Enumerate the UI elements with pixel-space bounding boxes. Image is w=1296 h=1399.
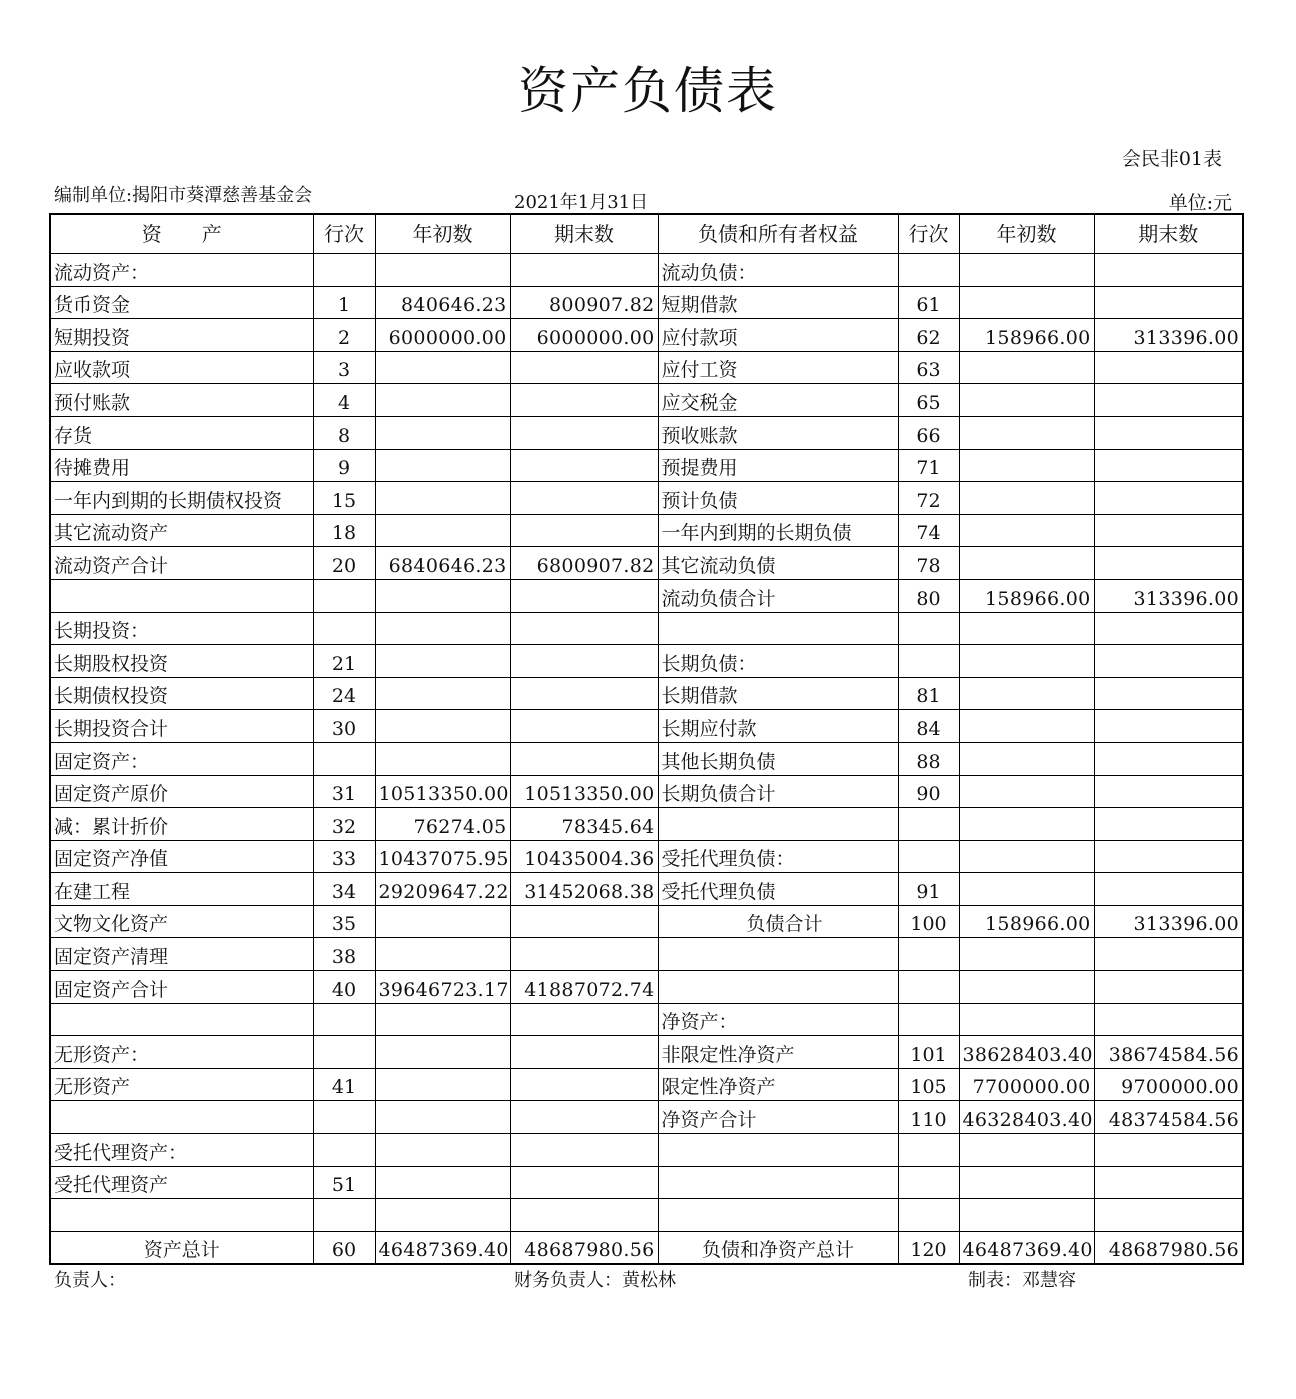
asset-line-no: 60 — [313, 1231, 375, 1264]
liability-ending-value — [1094, 416, 1243, 449]
asset-label: 长期投资合计 — [50, 710, 313, 743]
report-date: 2021年1月31日 — [514, 192, 649, 213]
asset-beginning-value — [375, 482, 510, 515]
asset-ending-value — [510, 742, 658, 775]
liability-ending-value — [1094, 1134, 1243, 1167]
asset-line-no — [313, 742, 375, 775]
asset-ending-value: 10435004.36 — [510, 840, 658, 873]
page-title: 资产负债表 — [518, 62, 778, 120]
liability-line-no: 80 — [898, 579, 959, 612]
liability-ending-value — [1094, 710, 1243, 743]
asset-beginning-value — [375, 1101, 510, 1134]
liability-label: 受托代理负债 — [658, 873, 898, 906]
liability-ending-value: 313396.00 — [1094, 905, 1243, 938]
liability-line-no — [898, 1003, 959, 1036]
liability-line-no: 61 — [898, 286, 959, 319]
asset-line-no: 18 — [313, 514, 375, 547]
asset-line-no: 31 — [313, 775, 375, 808]
asset-label — [50, 1003, 313, 1036]
liability-beginning-value — [959, 938, 1094, 971]
liability-ending-value: 313396.00 — [1094, 319, 1243, 352]
asset-ending-value — [510, 1068, 658, 1101]
table-row — [50, 710, 1243, 743]
asset-line-no: 35 — [313, 905, 375, 938]
asset-label: 固定资产合计 — [50, 971, 313, 1004]
asset-line-no — [313, 1134, 375, 1167]
asset-label: 流动资产合计 — [50, 547, 313, 580]
form-code: 会民非01表 — [1121, 148, 1222, 170]
liability-beginning-value — [959, 677, 1094, 710]
liability-ending-value — [1094, 384, 1243, 417]
asset-beginning-value: 6000000.00 — [375, 319, 510, 352]
asset-label: 长期股权投资 — [50, 645, 313, 678]
liability-beginning-value — [959, 514, 1094, 547]
liability-beginning-value — [959, 351, 1094, 384]
table-row — [50, 1231, 1243, 1264]
liability-label: 一年内到期的长期负债 — [658, 514, 898, 547]
liability-line-no: 74 — [898, 514, 959, 547]
asset-line-no — [313, 1199, 375, 1232]
liability-beginning-value — [959, 775, 1094, 808]
asset-line-no — [313, 612, 375, 645]
liability-line-no: 120 — [898, 1231, 959, 1264]
asset-beginning-value: 10513350.00 — [375, 775, 510, 808]
asset-beginning-value — [375, 1199, 510, 1232]
asset-beginning-value — [375, 1134, 510, 1167]
table-row — [50, 416, 1243, 449]
liability-label: 短期借款 — [658, 286, 898, 319]
header-ending: 期末数 — [510, 214, 658, 254]
liability-beginning-value — [959, 742, 1094, 775]
liability-ending-value: 9700000.00 — [1094, 1068, 1243, 1101]
liability-line-no — [898, 1134, 959, 1167]
liability-beginning-value: 46328403.40 — [959, 1101, 1094, 1134]
asset-label: 流动资产： — [50, 254, 313, 287]
liability-ending-value: 48374584.56 — [1094, 1101, 1243, 1134]
asset-label: 受托代理资产： — [50, 1134, 313, 1167]
asset-label — [50, 579, 313, 612]
asset-label: 资产总计 — [50, 1231, 313, 1264]
liability-beginning-value — [959, 1199, 1094, 1232]
header-line-no: 行次 — [313, 214, 375, 254]
asset-ending-value — [510, 351, 658, 384]
liability-line-no: 72 — [898, 482, 959, 515]
asset-beginning-value — [375, 677, 510, 710]
table-row — [50, 514, 1243, 547]
asset-label: 固定资产清理 — [50, 938, 313, 971]
asset-beginning-value — [375, 1068, 510, 1101]
liability-line-no: 65 — [898, 384, 959, 417]
liability-ending-value — [1094, 1003, 1243, 1036]
table-row — [50, 971, 1243, 1004]
asset-line-no: 40 — [313, 971, 375, 1004]
liability-line-no — [898, 840, 959, 873]
asset-label: 其它流动资产 — [50, 514, 313, 547]
asset-beginning-value — [375, 449, 510, 482]
liability-ending-value — [1094, 808, 1243, 841]
liability-label: 净资产合计 — [658, 1101, 898, 1134]
liability-line-no: 100 — [898, 905, 959, 938]
liability-line-no — [898, 612, 959, 645]
asset-ending-value — [510, 1036, 658, 1069]
asset-beginning-value — [375, 645, 510, 678]
table-row — [50, 808, 1243, 841]
asset-line-no — [313, 1036, 375, 1069]
liability-beginning-value: 158966.00 — [959, 319, 1094, 352]
liability-label: 负债和净资产总计 — [658, 1231, 898, 1264]
liability-label — [658, 971, 898, 1004]
asset-ending-value — [510, 1003, 658, 1036]
asset-label: 预付账款 — [50, 384, 313, 417]
asset-label: 待摊费用 — [50, 449, 313, 482]
asset-ending-value — [510, 645, 658, 678]
header-assets: 资 产 — [50, 214, 313, 254]
liability-ending-value — [1094, 612, 1243, 645]
asset-beginning-value — [375, 514, 510, 547]
liability-label — [658, 1134, 898, 1167]
liability-ending-value — [1094, 351, 1243, 384]
asset-ending-value — [510, 1166, 658, 1199]
liability-beginning-value — [959, 840, 1094, 873]
liability-ending-value: 38674584.56 — [1094, 1036, 1243, 1069]
asset-line-no — [313, 579, 375, 612]
header-beginning-right: 年初数 — [959, 214, 1094, 254]
liability-beginning-value: 158966.00 — [959, 905, 1094, 938]
liability-line-no: 62 — [898, 319, 959, 352]
liability-line-no: 71 — [898, 449, 959, 482]
table-row — [50, 579, 1243, 612]
asset-ending-value — [510, 612, 658, 645]
liability-line-no — [898, 1166, 959, 1199]
table-row — [50, 677, 1243, 710]
asset-label: 固定资产净值 — [50, 840, 313, 873]
header-ending-right: 期末数 — [1094, 214, 1243, 254]
asset-ending-value: 78345.64 — [510, 808, 658, 841]
asset-beginning-value: 76274.05 — [375, 808, 510, 841]
liability-beginning-value — [959, 710, 1094, 743]
liability-line-no: 91 — [898, 873, 959, 906]
liability-beginning-value — [959, 449, 1094, 482]
liability-beginning-value — [959, 612, 1094, 645]
liability-label: 应付工资 — [658, 351, 898, 384]
liability-beginning-value — [959, 645, 1094, 678]
reporting-organization: 编制单位:揭阳市葵潭慈善基金会 — [54, 185, 313, 206]
table-row — [50, 612, 1243, 645]
liability-line-no: 110 — [898, 1101, 959, 1134]
liability-label: 长期负债合计 — [658, 775, 898, 808]
liability-ending-value — [1094, 645, 1243, 678]
liability-label: 其他长期负债 — [658, 742, 898, 775]
asset-ending-value — [510, 416, 658, 449]
asset-line-no: 8 — [313, 416, 375, 449]
header-row — [50, 214, 1243, 254]
table-row — [50, 319, 1243, 352]
asset-ending-value: 48687980.56 — [510, 1231, 658, 1264]
asset-ending-value — [510, 449, 658, 482]
header-beginning: 年初数 — [375, 214, 510, 254]
asset-line-no: 3 — [313, 351, 375, 384]
liability-label — [658, 1166, 898, 1199]
asset-ending-value — [510, 677, 658, 710]
liability-beginning-value — [959, 1003, 1094, 1036]
asset-ending-value — [510, 1199, 658, 1232]
asset-ending-value — [510, 514, 658, 547]
liability-ending-value — [1094, 449, 1243, 482]
table-row — [50, 1166, 1243, 1199]
asset-ending-value: 31452068.38 — [510, 873, 658, 906]
asset-line-no — [313, 1003, 375, 1036]
liability-label — [658, 1199, 898, 1232]
table-row — [50, 351, 1243, 384]
table-row — [50, 1101, 1243, 1134]
table-row — [50, 547, 1243, 580]
liability-line-no — [898, 971, 959, 1004]
liability-label: 应付款项 — [658, 319, 898, 352]
table-row — [50, 840, 1243, 873]
preparer: 制表：邓慧容 — [968, 1270, 1076, 1291]
table-row — [50, 1199, 1243, 1232]
asset-ending-value — [510, 1101, 658, 1134]
table-row — [50, 254, 1243, 287]
asset-beginning-value — [375, 905, 510, 938]
liability-line-no: 101 — [898, 1036, 959, 1069]
liability-ending-value — [1094, 547, 1243, 580]
asset-label — [50, 1199, 313, 1232]
liability-ending-value — [1094, 1166, 1243, 1199]
table-row — [50, 938, 1243, 971]
table-row — [50, 482, 1243, 515]
table-row — [50, 742, 1243, 775]
liability-label: 流动负债合计 — [658, 579, 898, 612]
liability-line-no — [898, 938, 959, 971]
header-line-no-right: 行次 — [898, 214, 959, 254]
asset-beginning-value — [375, 351, 510, 384]
asset-line-no: 30 — [313, 710, 375, 743]
liability-label: 预提费用 — [658, 449, 898, 482]
liability-line-no — [898, 254, 959, 287]
liability-ending-value — [1094, 514, 1243, 547]
asset-label — [50, 1101, 313, 1134]
asset-ending-value — [510, 579, 658, 612]
liability-ending-value — [1094, 840, 1243, 873]
asset-beginning-value — [375, 384, 510, 417]
asset-line-no: 51 — [313, 1166, 375, 1199]
liability-ending-value — [1094, 775, 1243, 808]
liability-line-no: 90 — [898, 775, 959, 808]
currency-unit: 单位:元 — [1168, 192, 1232, 214]
table-row — [50, 1003, 1243, 1036]
asset-label: 存货 — [50, 416, 313, 449]
asset-ending-value: 800907.82 — [510, 286, 658, 319]
asset-beginning-value — [375, 710, 510, 743]
liability-line-no: 105 — [898, 1068, 959, 1101]
asset-beginning-value — [375, 1166, 510, 1199]
liability-label — [658, 612, 898, 645]
asset-label: 应收款项 — [50, 351, 313, 384]
table-row — [50, 449, 1243, 482]
liability-label: 长期借款 — [658, 677, 898, 710]
liability-ending-value — [1094, 873, 1243, 906]
table-row — [50, 1068, 1243, 1101]
liability-line-no: 78 — [898, 547, 959, 580]
asset-line-no: 34 — [313, 873, 375, 906]
asset-line-no — [313, 254, 375, 287]
asset-line-no: 15 — [313, 482, 375, 515]
asset-line-no: 32 — [313, 808, 375, 841]
liability-line-no — [898, 645, 959, 678]
liability-line-no: 66 — [898, 416, 959, 449]
asset-beginning-value: 29209647.22 — [375, 873, 510, 906]
liability-beginning-value — [959, 416, 1094, 449]
asset-line-no — [313, 1101, 375, 1134]
table-row — [50, 775, 1243, 808]
asset-label: 长期投资： — [50, 612, 313, 645]
asset-beginning-value — [375, 579, 510, 612]
asset-ending-value — [510, 384, 658, 417]
asset-label: 受托代理资产 — [50, 1166, 313, 1199]
asset-line-no: 38 — [313, 938, 375, 971]
asset-label: 固定资产原价 — [50, 775, 313, 808]
asset-beginning-value — [375, 938, 510, 971]
liability-beginning-value: 38628403.40 — [959, 1036, 1094, 1069]
manager-signature: 负责人： — [54, 1270, 126, 1291]
header-liabilities: 负债和所有者权益 — [658, 214, 898, 254]
asset-line-no: 9 — [313, 449, 375, 482]
liability-beginning-value — [959, 384, 1094, 417]
asset-ending-value — [510, 905, 658, 938]
liability-label: 长期负债： — [658, 645, 898, 678]
liability-ending-value — [1094, 971, 1243, 1004]
asset-ending-value: 6800907.82 — [510, 547, 658, 580]
liability-ending-value — [1094, 677, 1243, 710]
liability-beginning-value — [959, 1134, 1094, 1167]
asset-label: 文物文化资产 — [50, 905, 313, 938]
asset-line-no: 4 — [313, 384, 375, 417]
liability-line-no: 63 — [898, 351, 959, 384]
asset-ending-value — [510, 1134, 658, 1167]
liability-beginning-value — [959, 482, 1094, 515]
balance-sheet-table — [49, 213, 1244, 1265]
liability-line-no — [898, 1199, 959, 1232]
asset-beginning-value — [375, 416, 510, 449]
liability-ending-value — [1094, 482, 1243, 515]
liability-line-no: 84 — [898, 710, 959, 743]
asset-ending-value — [510, 254, 658, 287]
liability-label: 净资产： — [658, 1003, 898, 1036]
asset-ending-value — [510, 938, 658, 971]
asset-line-no: 33 — [313, 840, 375, 873]
liability-line-no: 81 — [898, 677, 959, 710]
asset-label: 一年内到期的长期债权投资 — [50, 482, 313, 515]
asset-label: 无形资产： — [50, 1036, 313, 1069]
liability-label: 受托代理负债： — [658, 840, 898, 873]
liability-beginning-value — [959, 254, 1094, 287]
liability-label: 预收账款 — [658, 416, 898, 449]
liability-label: 限定性净资产 — [658, 1068, 898, 1101]
liability-beginning-value: 46487369.40 — [959, 1231, 1094, 1264]
table-row — [50, 384, 1243, 417]
liability-label — [658, 808, 898, 841]
liability-ending-value: 48687980.56 — [1094, 1231, 1243, 1264]
finance-manager: 财务负责人：黄松林 — [514, 1270, 676, 1291]
asset-line-no: 20 — [313, 547, 375, 580]
asset-ending-value — [510, 482, 658, 515]
liability-ending-value — [1094, 286, 1243, 319]
liability-ending-value: 313396.00 — [1094, 579, 1243, 612]
asset-line-no: 1 — [313, 286, 375, 319]
asset-beginning-value — [375, 742, 510, 775]
table-row — [50, 286, 1243, 319]
liability-beginning-value — [959, 971, 1094, 1004]
asset-beginning-value: 840646.23 — [375, 286, 510, 319]
liability-beginning-value — [959, 286, 1094, 319]
liability-beginning-value — [959, 1166, 1094, 1199]
asset-beginning-value — [375, 1003, 510, 1036]
liability-beginning-value: 158966.00 — [959, 579, 1094, 612]
liability-label: 应交税金 — [658, 384, 898, 417]
table-row — [50, 873, 1243, 906]
asset-label: 减：累计折价 — [50, 808, 313, 841]
liability-beginning-value — [959, 547, 1094, 580]
liability-label: 预计负债 — [658, 482, 898, 515]
asset-label: 在建工程 — [50, 873, 313, 906]
table-row — [50, 645, 1243, 678]
asset-beginning-value: 39646723.17 — [375, 971, 510, 1004]
asset-beginning-value: 46487369.40 — [375, 1231, 510, 1264]
asset-beginning-value — [375, 612, 510, 645]
table-row — [50, 1134, 1243, 1167]
liability-label: 其它流动负债 — [658, 547, 898, 580]
liability-label: 非限定性净资产 — [658, 1036, 898, 1069]
table-row — [50, 1036, 1243, 1069]
asset-label: 无形资产 — [50, 1068, 313, 1101]
asset-label: 固定资产： — [50, 742, 313, 775]
asset-line-no: 41 — [313, 1068, 375, 1101]
asset-beginning-value — [375, 1036, 510, 1069]
liability-label — [658, 938, 898, 971]
asset-label: 货币资金 — [50, 286, 313, 319]
asset-ending-value: 41887072.74 — [510, 971, 658, 1004]
asset-line-no: 21 — [313, 645, 375, 678]
liability-beginning-value: 7700000.00 — [959, 1068, 1094, 1101]
liability-ending-value — [1094, 254, 1243, 287]
asset-line-no: 2 — [313, 319, 375, 352]
asset-beginning-value — [375, 254, 510, 287]
asset-label: 长期债权投资 — [50, 677, 313, 710]
liability-label: 流动负债： — [658, 254, 898, 287]
asset-label: 短期投资 — [50, 319, 313, 352]
liability-beginning-value — [959, 808, 1094, 841]
asset-ending-value: 10513350.00 — [510, 775, 658, 808]
liability-ending-value — [1094, 1199, 1243, 1232]
liability-beginning-value — [959, 873, 1094, 906]
asset-ending-value: 6000000.00 — [510, 319, 658, 352]
asset-beginning-value: 10437075.95 — [375, 840, 510, 873]
table-row — [50, 905, 1243, 938]
liability-label: 负债合计 — [658, 905, 898, 938]
liability-ending-value — [1094, 742, 1243, 775]
liability-line-no: 88 — [898, 742, 959, 775]
asset-line-no: 24 — [313, 677, 375, 710]
liability-label: 长期应付款 — [658, 710, 898, 743]
asset-beginning-value: 6840646.23 — [375, 547, 510, 580]
asset-ending-value — [510, 710, 658, 743]
liability-line-no — [898, 808, 959, 841]
liability-ending-value — [1094, 938, 1243, 971]
